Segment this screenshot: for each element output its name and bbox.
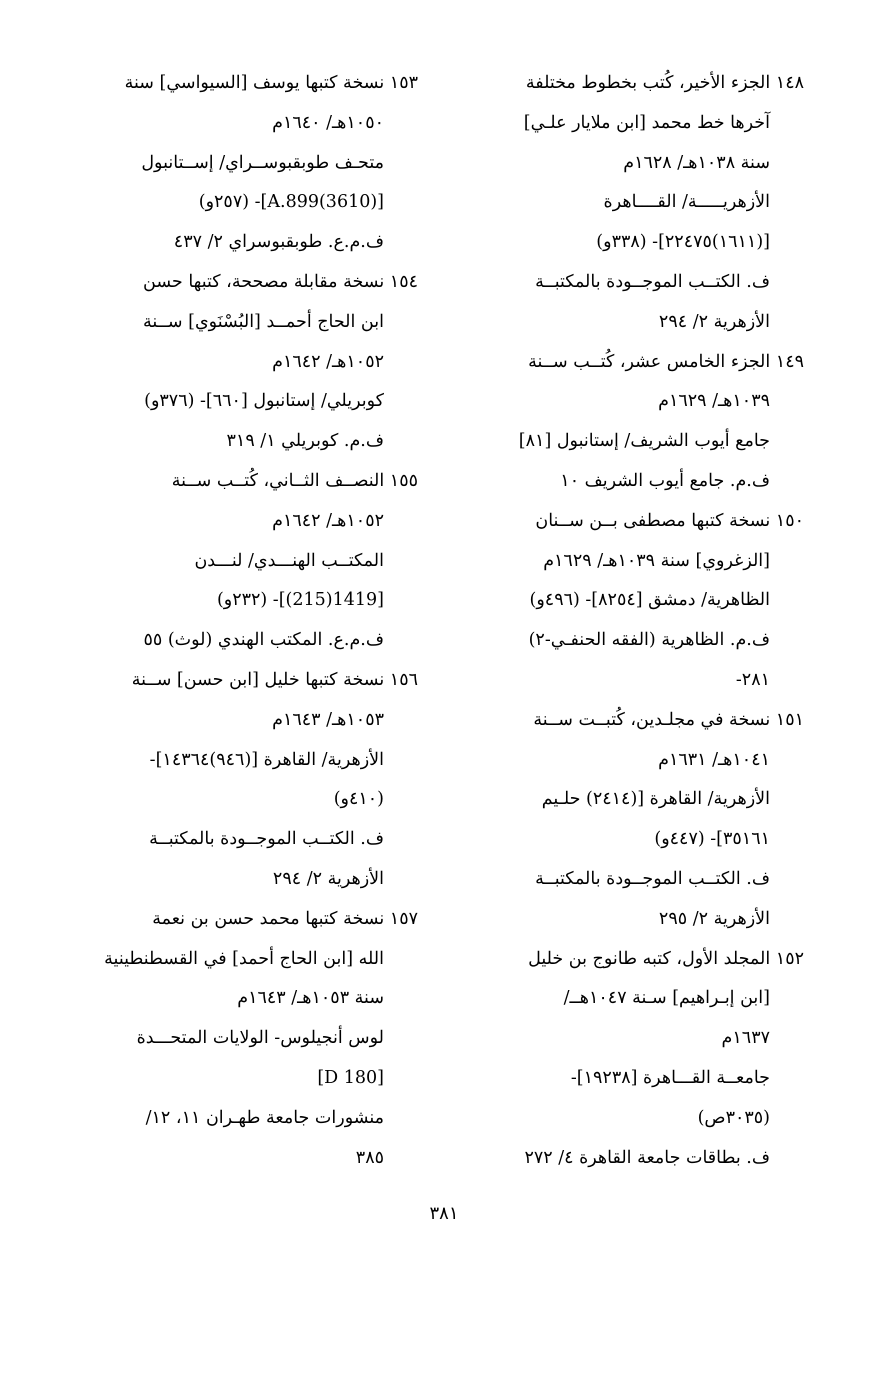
entry-line bbox=[78, 502, 418, 542]
line-text: ١٠٥٢هـ/ ١٦٤٢م bbox=[272, 351, 384, 372]
line-text: الأزهرية/ القاهرة [(٢٤١٤) حلـيم bbox=[541, 789, 770, 810]
left-column bbox=[78, 64, 418, 1178]
entry-line bbox=[464, 661, 804, 701]
line-text: ١٥٢ المجلد الأول، كتبه طانوج بن خليل bbox=[528, 948, 804, 969]
line-text: جامع أيوب الشريف/ إستانبول [٨١] bbox=[518, 431, 770, 452]
line-text: ١٦٣٧م bbox=[721, 1028, 770, 1049]
entry-line bbox=[78, 701, 418, 741]
line-text: (٤١٠و) bbox=[333, 789, 384, 810]
entry-line bbox=[78, 343, 418, 383]
entry-line bbox=[78, 780, 418, 820]
line-text: ١٤٩ الجزء الخامس عشر، كُتــب ســنة bbox=[528, 351, 804, 372]
line-text: جامعــة القـــاهرة [١٩٢٣٨]- bbox=[570, 1067, 770, 1088]
line-text: ١٠٥٠هـ/ ١٦٤٠م bbox=[272, 112, 384, 133]
entry-line bbox=[464, 303, 804, 343]
entry-line bbox=[78, 979, 418, 1019]
entry-line bbox=[78, 621, 418, 661]
entry-line bbox=[464, 422, 804, 462]
entry-heading-line bbox=[78, 900, 418, 940]
line-text: الظاهرية/ دمشق [٨٢٥٤]- (٤٩٦و) bbox=[529, 590, 770, 611]
line-text: ف.م. كوبريلي ١/ ٣١٩ bbox=[226, 431, 384, 452]
entry-line bbox=[464, 542, 804, 582]
entry-heading-line bbox=[78, 263, 418, 303]
entry-heading-line bbox=[464, 940, 804, 980]
entry-line bbox=[78, 581, 418, 621]
line-text: ف.م.ع. المكتب الهندي (لوث) ٥٥ bbox=[143, 630, 384, 651]
entry-line bbox=[464, 263, 804, 303]
entry-line bbox=[464, 820, 804, 860]
entry-line bbox=[78, 382, 418, 422]
line-text: ١٥١ نسخة في مجلـدين، كُتبــت ســنة bbox=[533, 709, 804, 730]
line-text: الأزهرية/ القاهرة [(٩٤٦)١٤٣٦٤]- bbox=[149, 749, 384, 770]
entry-line bbox=[464, 860, 804, 900]
entry-heading-line bbox=[464, 64, 804, 104]
line-text: الأزهرية ٢/ ٢٩٤ bbox=[658, 311, 770, 332]
entry-heading-line bbox=[78, 64, 418, 104]
line-text: ف. الكتــب الموجــودة بالمكتبــة bbox=[535, 868, 770, 889]
line-text: [الزغروي] سنة ١٠٣٩هـ/ ١٦٢٩م bbox=[543, 550, 770, 571]
entry-line bbox=[78, 860, 418, 900]
entry-line bbox=[464, 979, 804, 1019]
entry-line bbox=[78, 542, 418, 582]
line-text: ١٥٧ نسخة كتبها محمد حسن بن نعمة bbox=[152, 908, 418, 929]
line-text: منشورات جامعة طهـران ١١، ١٢/ bbox=[145, 1107, 384, 1128]
entry-line bbox=[78, 820, 418, 860]
line-text: المكتــب الهنـــدي/ لنـــدن bbox=[194, 550, 384, 571]
entry-line bbox=[464, 1099, 804, 1139]
page-number: ٣٨١ bbox=[429, 1203, 459, 1224]
line-text: ٣٥١٦١]- (٤٤٧و) bbox=[654, 829, 770, 850]
line-text: ١٥٥ النصــف الثــاني، كُتــب ســنة bbox=[171, 470, 418, 491]
line-text: ف.م. جامع أيوب الشريف ١٠ bbox=[560, 470, 770, 491]
line-text: ١٠٥٢هـ/ ١٦٤٢م bbox=[272, 510, 384, 531]
line-text: الأزهريـــــة/ القــــاهرة bbox=[603, 192, 770, 213]
line-text: آخرها خط محمد [ابن ملايار علـي] bbox=[523, 112, 770, 133]
entry-line bbox=[464, 462, 804, 502]
line-text: ف. بطاقات جامعة القاهرة ٤/ ٢٧٢ bbox=[524, 1147, 770, 1168]
entry-heading-line bbox=[464, 343, 804, 383]
entry-line bbox=[78, 1059, 418, 1099]
entry-line bbox=[464, 183, 804, 223]
line-text: ف. الكتــب الموجــودة بالمكتبــة bbox=[149, 829, 384, 850]
entry-heading-line bbox=[78, 661, 418, 701]
entry-line bbox=[78, 741, 418, 781]
line-text: (٣٠٣٥ص) bbox=[697, 1107, 770, 1128]
entry-line bbox=[78, 1139, 418, 1179]
line-text: ف.م.ع. طوبقبوسراي ٢/ ٤٣٧ bbox=[173, 232, 384, 253]
entry-line bbox=[464, 581, 804, 621]
line-text: ١٠٤١هـ/ ١٦٣١م bbox=[658, 749, 770, 770]
entry-line bbox=[78, 303, 418, 343]
line-text: ١٥٠ نسخة كتبها مصطفى بــن ســنان bbox=[535, 510, 804, 531]
entry-line bbox=[78, 223, 418, 263]
line-text: ١٥٤ نسخة مقابلة مصححة، كتبها حسن bbox=[143, 271, 418, 292]
entry-line bbox=[464, 621, 804, 661]
line-text: ف.م. الظاهرية (الفقه الحنفـي-٢) bbox=[528, 630, 770, 651]
line-text: سنة ١٠٣٨هـ/ ١٦٢٨م bbox=[623, 152, 770, 173]
entry-heading-line bbox=[464, 502, 804, 542]
line-text: [1419(215)]- (٢٣٢و) bbox=[216, 590, 384, 611]
entry-line bbox=[78, 940, 418, 980]
line-text: ٢٨١- bbox=[735, 669, 770, 690]
line-text: [A.899(3610)]- (٢٥٧و) bbox=[198, 192, 384, 213]
line-text: كوبريلي/ إستانبول [٦٦٠]- (٣٧٦و) bbox=[144, 391, 384, 412]
entry-line bbox=[464, 780, 804, 820]
line-text: الأزهرية ٢/ ٢٩٤ bbox=[272, 868, 384, 889]
line-text: ١٠٣٩هـ/ ١٦٢٩م bbox=[658, 391, 770, 412]
line-text: متحـف طوبقبوســراي/ إســتانبول bbox=[141, 152, 384, 173]
line-text: لوس أنجيلوس- الولايات المتحـــدة bbox=[136, 1028, 384, 1049]
entry-line bbox=[78, 1099, 418, 1139]
line-text: سنة ١٠٥٣هـ/ ١٦٤٣م bbox=[237, 988, 384, 1009]
entry-heading-line bbox=[464, 701, 804, 741]
line-text: ١٤٨ الجزء الأخير، كُتب بخطوط مختلفة bbox=[525, 73, 804, 93]
line-text: ١٠٥٣هـ/ ١٦٤٣م bbox=[272, 709, 384, 730]
line-text: [(١٦١١)٢٢٤٧٥]- (٣٣٨و) bbox=[596, 232, 770, 253]
entry-line bbox=[464, 741, 804, 781]
right-column bbox=[464, 64, 804, 1178]
entry-line bbox=[78, 104, 418, 144]
entry-line bbox=[464, 1139, 804, 1179]
line-text: ابن الحاج أحمــد [البُسْنَوي] ســنة bbox=[142, 311, 384, 332]
entry-line bbox=[78, 183, 418, 223]
entry-line bbox=[464, 104, 804, 144]
line-text: الأزهرية ٢/ ٢٩٥ bbox=[658, 908, 770, 929]
line-text: [ابن إبـراهيم] سـنة ١٠٤٧هــ/ bbox=[563, 988, 770, 1009]
entry-line bbox=[78, 144, 418, 184]
line-text: ف. الكتــب الموجــودة بالمكتبــة bbox=[535, 271, 770, 292]
entry-line bbox=[464, 900, 804, 940]
entry-line bbox=[464, 1059, 804, 1099]
entry-heading-line bbox=[78, 462, 418, 502]
line-text: ١٥٣ نسخة كتبها يوسف [السيواسي] سنة bbox=[124, 73, 418, 93]
line-text: ٣٨٥ bbox=[355, 1147, 384, 1168]
entry-line bbox=[78, 1019, 418, 1059]
entry-line bbox=[78, 422, 418, 462]
line-text: ١٥٦ نسخة كتبها خليل [ابن حسن] ســنة bbox=[131, 669, 418, 690]
entry-line bbox=[464, 1019, 804, 1059]
entry-line bbox=[464, 144, 804, 184]
entry-line bbox=[464, 382, 804, 422]
entry-line bbox=[464, 223, 804, 263]
line-text: [D 180] bbox=[317, 1067, 384, 1088]
line-text: الله [ابن الحاج أحمد] في القسطنطينية bbox=[104, 948, 384, 969]
